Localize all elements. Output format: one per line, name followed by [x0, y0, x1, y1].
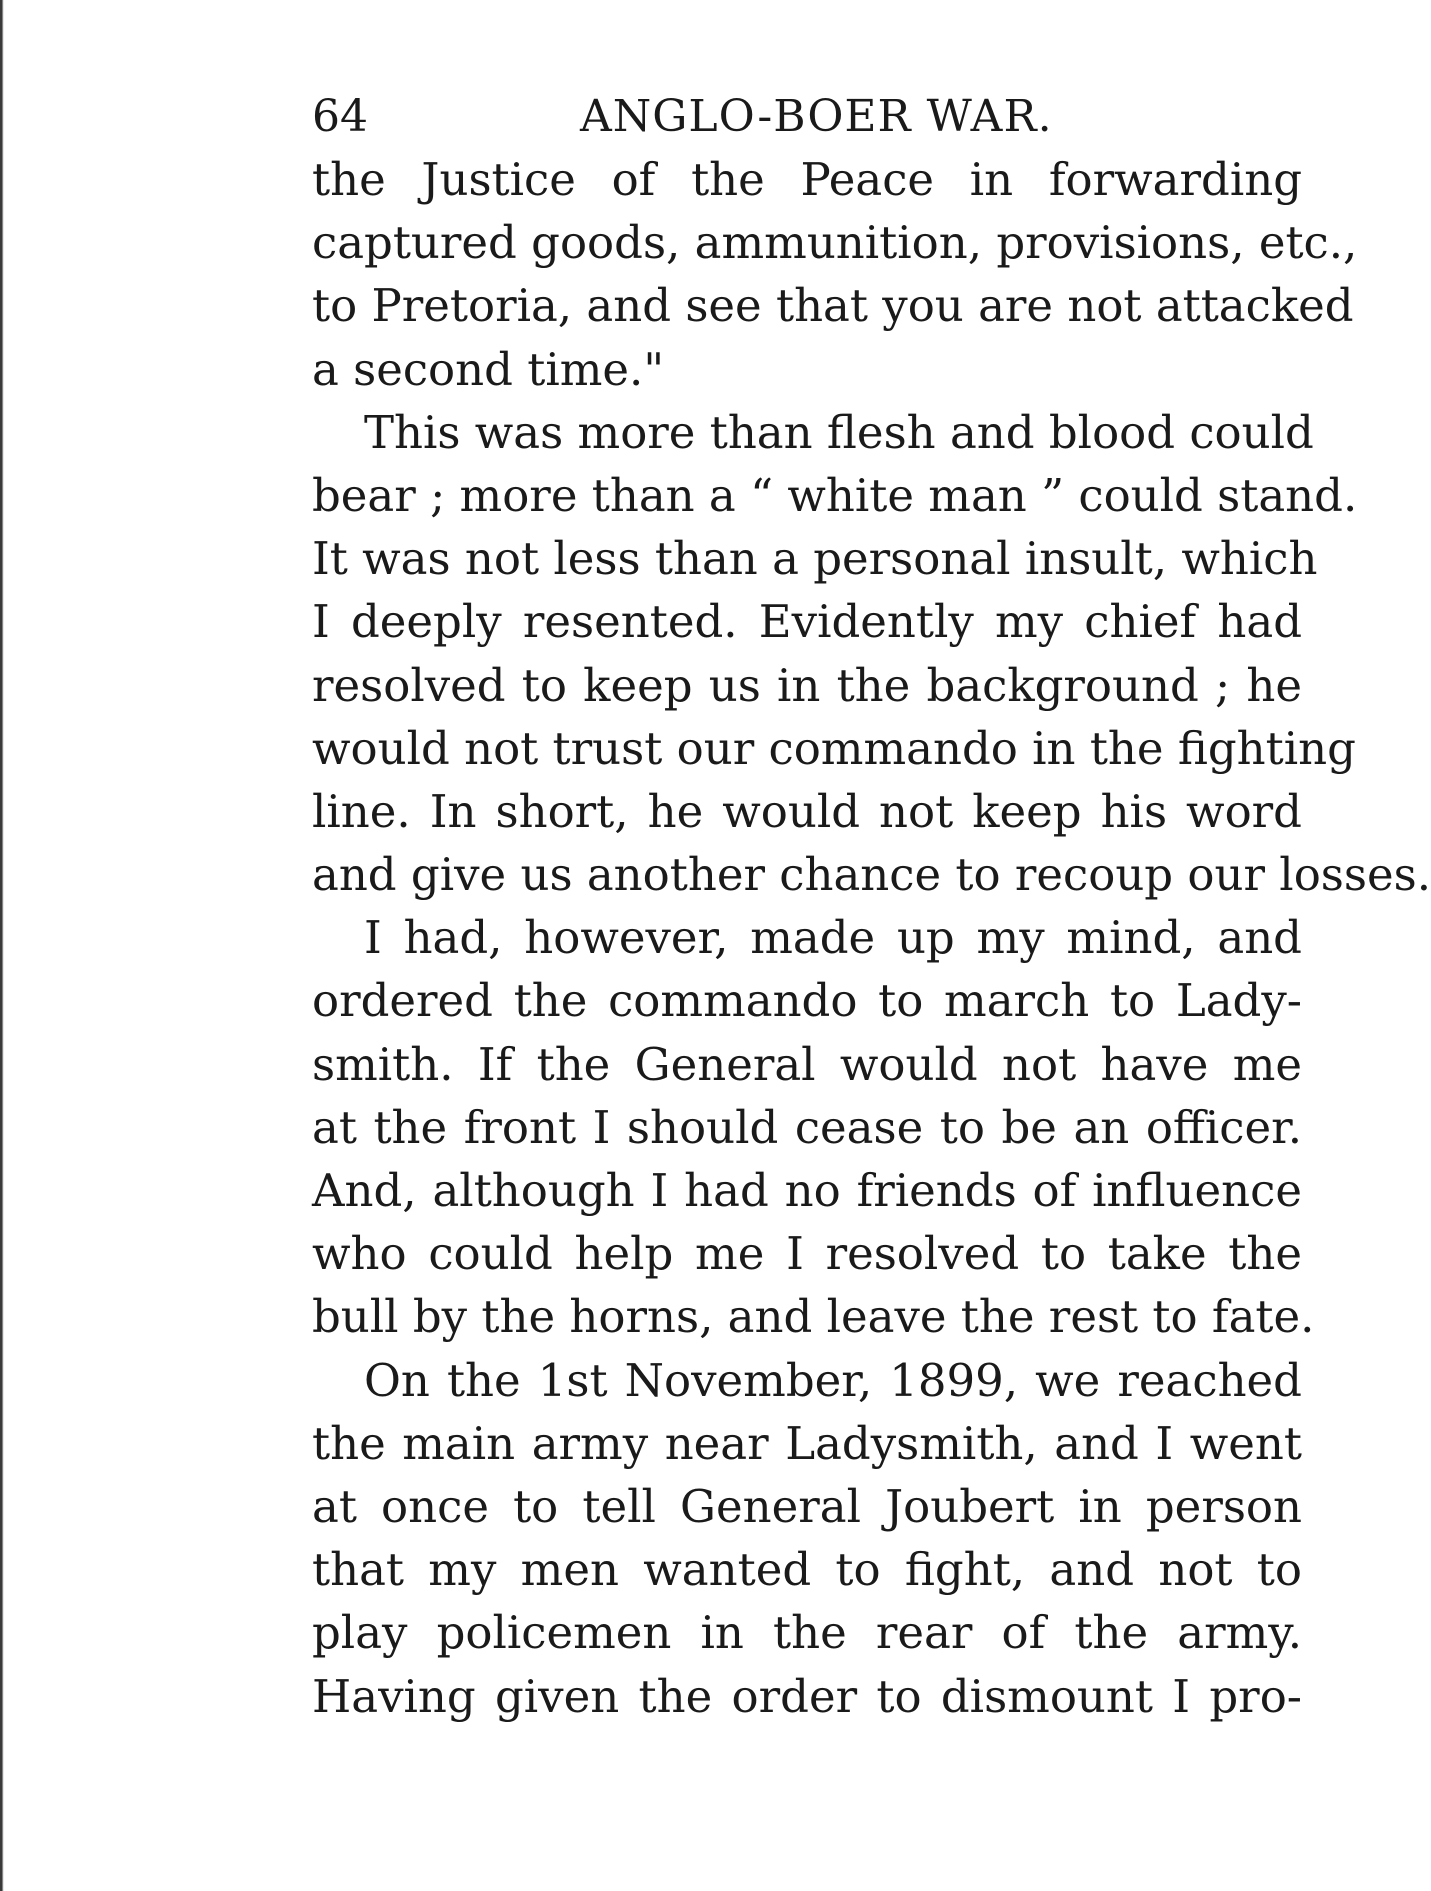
- text-line: the Justice of the Peace in forwarding: [312, 153, 1302, 206]
- text-line: that my men wanted to fight, and not to: [312, 1543, 1302, 1597]
- text-line: It was not less than a personal insult, which: [312, 532, 1318, 586]
- text-line: This was more than flesh and blood could: [364, 405, 1314, 459]
- text-line: at the front I should cease to be an officer.: [312, 1100, 1302, 1154]
- text-line: bull by the horns, and leave the rest to fate.: [312, 1290, 1315, 1344]
- text-line: captured goods, ammunition, provisions, etc.,: [312, 216, 1358, 270]
- text-line: resolved to keep us in the background ; he: [312, 658, 1302, 712]
- scan-binding-edge: [0, 0, 4, 1891]
- running-title: ANGLO-BOER WAR.: [580, 91, 1053, 142]
- body-text: [312, 148, 1431, 1728]
- text-line: at once to tell General Joubert in person: [312, 1479, 1302, 1533]
- text-line: Having given the order to dismount I pro-: [312, 1669, 1302, 1723]
- text-line: line. In short, he would not keep his word: [312, 784, 1302, 838]
- text-line: to Pretoria, and see that you are not attacked: [312, 279, 1354, 333]
- text-line: bear ; more than a “ white man ” could stand.: [312, 468, 1358, 522]
- text-line: ordered the commando to march to Lady-: [312, 974, 1302, 1028]
- text-line: and give us another chance to recoup our losses.: [312, 848, 1431, 902]
- book-page: [312, 86, 1431, 1728]
- text-line: would not trust our commando in the fighting: [312, 721, 1356, 775]
- text-line: play policemen in the rear of the army.: [312, 1606, 1302, 1660]
- text-line: smith. If the General would not have me: [312, 1037, 1302, 1091]
- page-number: 64: [312, 91, 368, 142]
- text-line: who could help me I resolved to take the: [312, 1227, 1302, 1281]
- text-line: I had, however, made up my mind, and: [364, 911, 1302, 965]
- text-line: On the 1st November, 1899, we reached: [364, 1353, 1302, 1407]
- text-line: I deeply resented. Evidently my chief had: [312, 595, 1302, 649]
- text-line: a second time.": [312, 342, 665, 396]
- text-line: And, although I had no friends of influence: [312, 1164, 1302, 1217]
- running-head: [312, 86, 1302, 148]
- text-line: the main army near Ladysmith, and I went: [312, 1416, 1302, 1470]
